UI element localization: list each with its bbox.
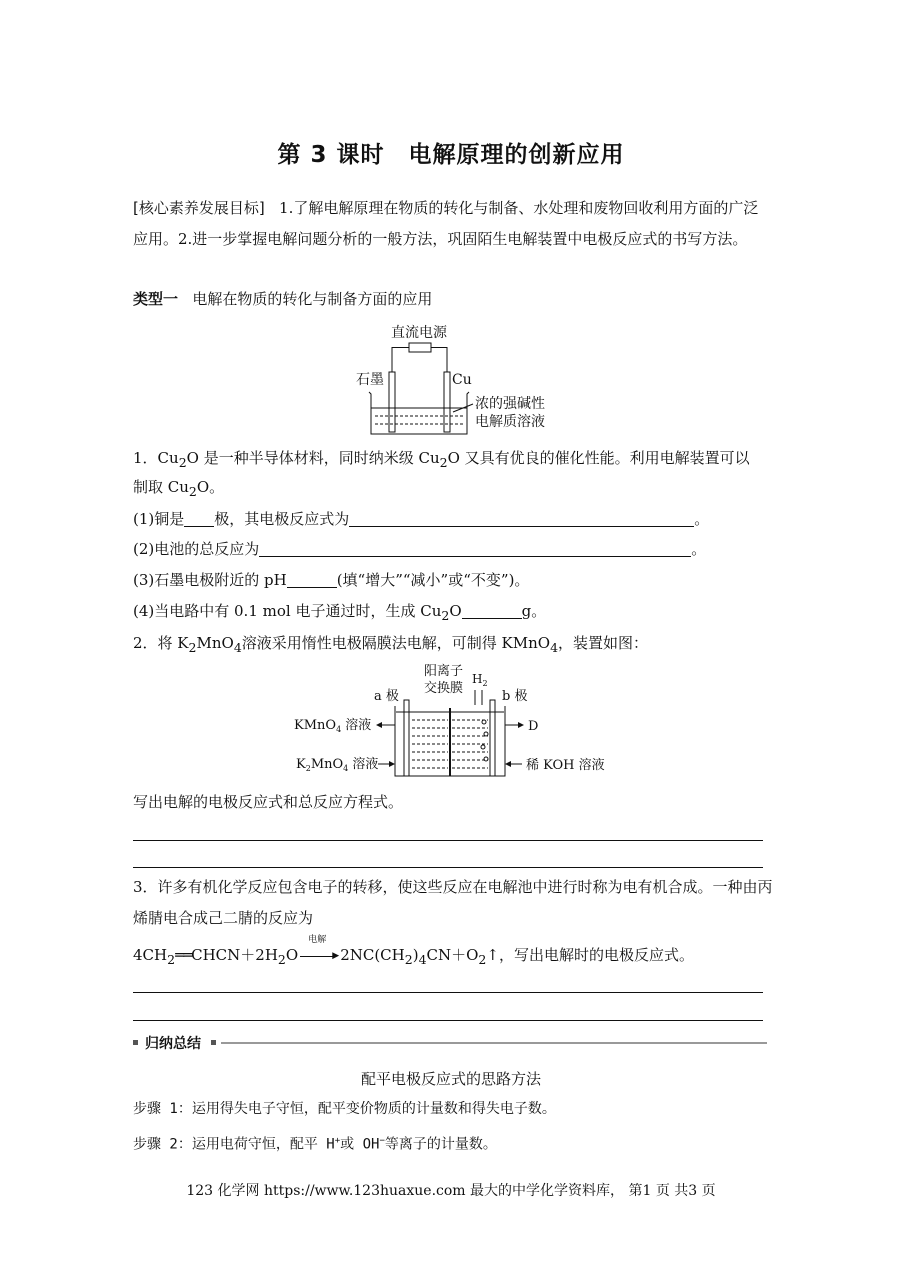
answer-line[interactable]: [133, 992, 763, 993]
type1-text: 电解在物质的转化与制备方面的应用: [192, 290, 433, 308]
k2mno4-label: $K_2MnO_4$ 溶液: [296, 757, 379, 773]
page-title: 第 3 课时 电解原理的创新应用: [277, 142, 625, 168]
graphite-electrode-icon: [389, 372, 395, 432]
copper-label: Cu: [452, 372, 472, 388]
answer-line[interactable]: [133, 1020, 763, 1021]
q3-text: 3．许多有机化学反应包含电子的转移，使这些反应在电解池中进行时称为电有机合成。一种由丙烯腈电合成己二腈的反应为: [133, 878, 773, 927]
core-goals: [133, 193, 773, 255]
beaker-icon: [369, 392, 469, 434]
q1-part2: (2)电池的总反应为 。: [133, 540, 707, 558]
q3-equation: $4CH_2══CHCN+2H_2O$ 电解 ▶ $2NC(CH_2)_4CN+O_2↑$，写出电解时的电极反应式。: [133, 935, 694, 967]
membrane-label-2: 交换膜: [424, 681, 464, 696]
copper-electrode-icon: [444, 372, 450, 432]
goals-text: 1.了解电解原理在物质的转化与制备、水处理和废物回收利用方面的广泛应用。2.进一步掌握电解问题分析的一般方法，巩固陌生电解装置中电极反应式的书写方法。: [133, 199, 759, 248]
q1-part4: (4)当电路中有 0.1 mol 电子通过时，生成 $Cu_2O$ g。: [133, 602, 547, 623]
q2-intro: 2．将 $K_2MnO_4$溶液采用惰性电极隔膜法电解，可制得 KMnO$_4$，装置如图：: [133, 634, 649, 655]
q1-part3: (3)石墨电极附近的 pH (填“增大”“减小”或“不变”)。: [133, 571, 530, 589]
divider: [221, 1042, 767, 1044]
d-label: D: [528, 719, 539, 734]
summary-step2: 步骤 2：运用电荷守恒，配平 H+或 OH−等离子的计量数。: [133, 1136, 497, 1153]
solution-label-1: 浓的强碱性: [475, 396, 545, 412]
answer-blank[interactable]: [259, 538, 691, 557]
page-footer: 123 化学网 https://www.123huaxue.com 最大的中学化学资料库， 第1 页 共3 页: [186, 1183, 716, 1199]
square-bullet-icon: [211, 1040, 216, 1045]
summary-label: 归纳总结: [145, 1036, 201, 1052]
q1-intro-2: 制取 $Cu_2O$。: [133, 478, 225, 499]
gas-bubble-icon: [482, 720, 486, 724]
koh-label: 稀 KOH 溶液: [526, 758, 605, 773]
answer-blank[interactable]: [287, 569, 337, 588]
summary-heading: 配平电极反应式的思路方法: [360, 1070, 541, 1088]
square-bullet-icon: [133, 1040, 138, 1045]
power-label: 直流电源: [391, 325, 447, 341]
solution-label-2: 电解质溶液: [475, 414, 545, 430]
q2-ask: 写出电解的电极反应式和总反应方程式。: [133, 793, 404, 811]
answer-blank[interactable]: [349, 508, 694, 527]
power-source-icon: [409, 343, 431, 352]
reaction-arrow-icon: 电解 ▶: [298, 946, 340, 966]
cathode-icon: [490, 700, 495, 776]
anode-icon: [404, 700, 409, 776]
graphite-label: 石墨: [356, 372, 384, 388]
summary-header: [133, 1033, 767, 1053]
goals-label: [核心素养发展目标]: [133, 199, 265, 217]
answer-line[interactable]: [133, 840, 763, 841]
summary-step1: 步骤 1：运用得失电子守恒，配平变价物质的计量数和得失电子数。: [133, 1101, 556, 1117]
h2-label: $H_2$: [472, 672, 488, 688]
gas-bubble-icon: [484, 732, 488, 736]
q1-part1: (1)铜是 极，其电极反应式为 。: [133, 510, 710, 528]
answer-line[interactable]: [133, 867, 763, 868]
q1-intro: 1．$Cu_2O$ 是一种半导体材料，同时纳米级 $Cu_2O$ 又具有优良的催化性能。利用电解装置可以: [133, 449, 750, 470]
double-bond-icon: ══: [175, 946, 192, 964]
electrolysis-diagram-1: [355, 322, 555, 437]
answer-blank[interactable]: [184, 508, 214, 527]
answer-blank[interactable]: [462, 600, 522, 619]
a-pole-label: a 极: [374, 689, 399, 704]
b-pole-label: b 极: [502, 689, 528, 704]
membrane-label-1: 阳离子: [424, 664, 464, 679]
kmno4-label: KMnO$_4$ 溶液: [294, 718, 372, 734]
type1-label: 类型一: [133, 290, 179, 308]
gas-bubble-icon: [481, 745, 485, 749]
electrolysis-diagram-2: [292, 660, 617, 782]
gas-bubble-icon: [484, 757, 488, 761]
type1-heading: [133, 284, 773, 315]
